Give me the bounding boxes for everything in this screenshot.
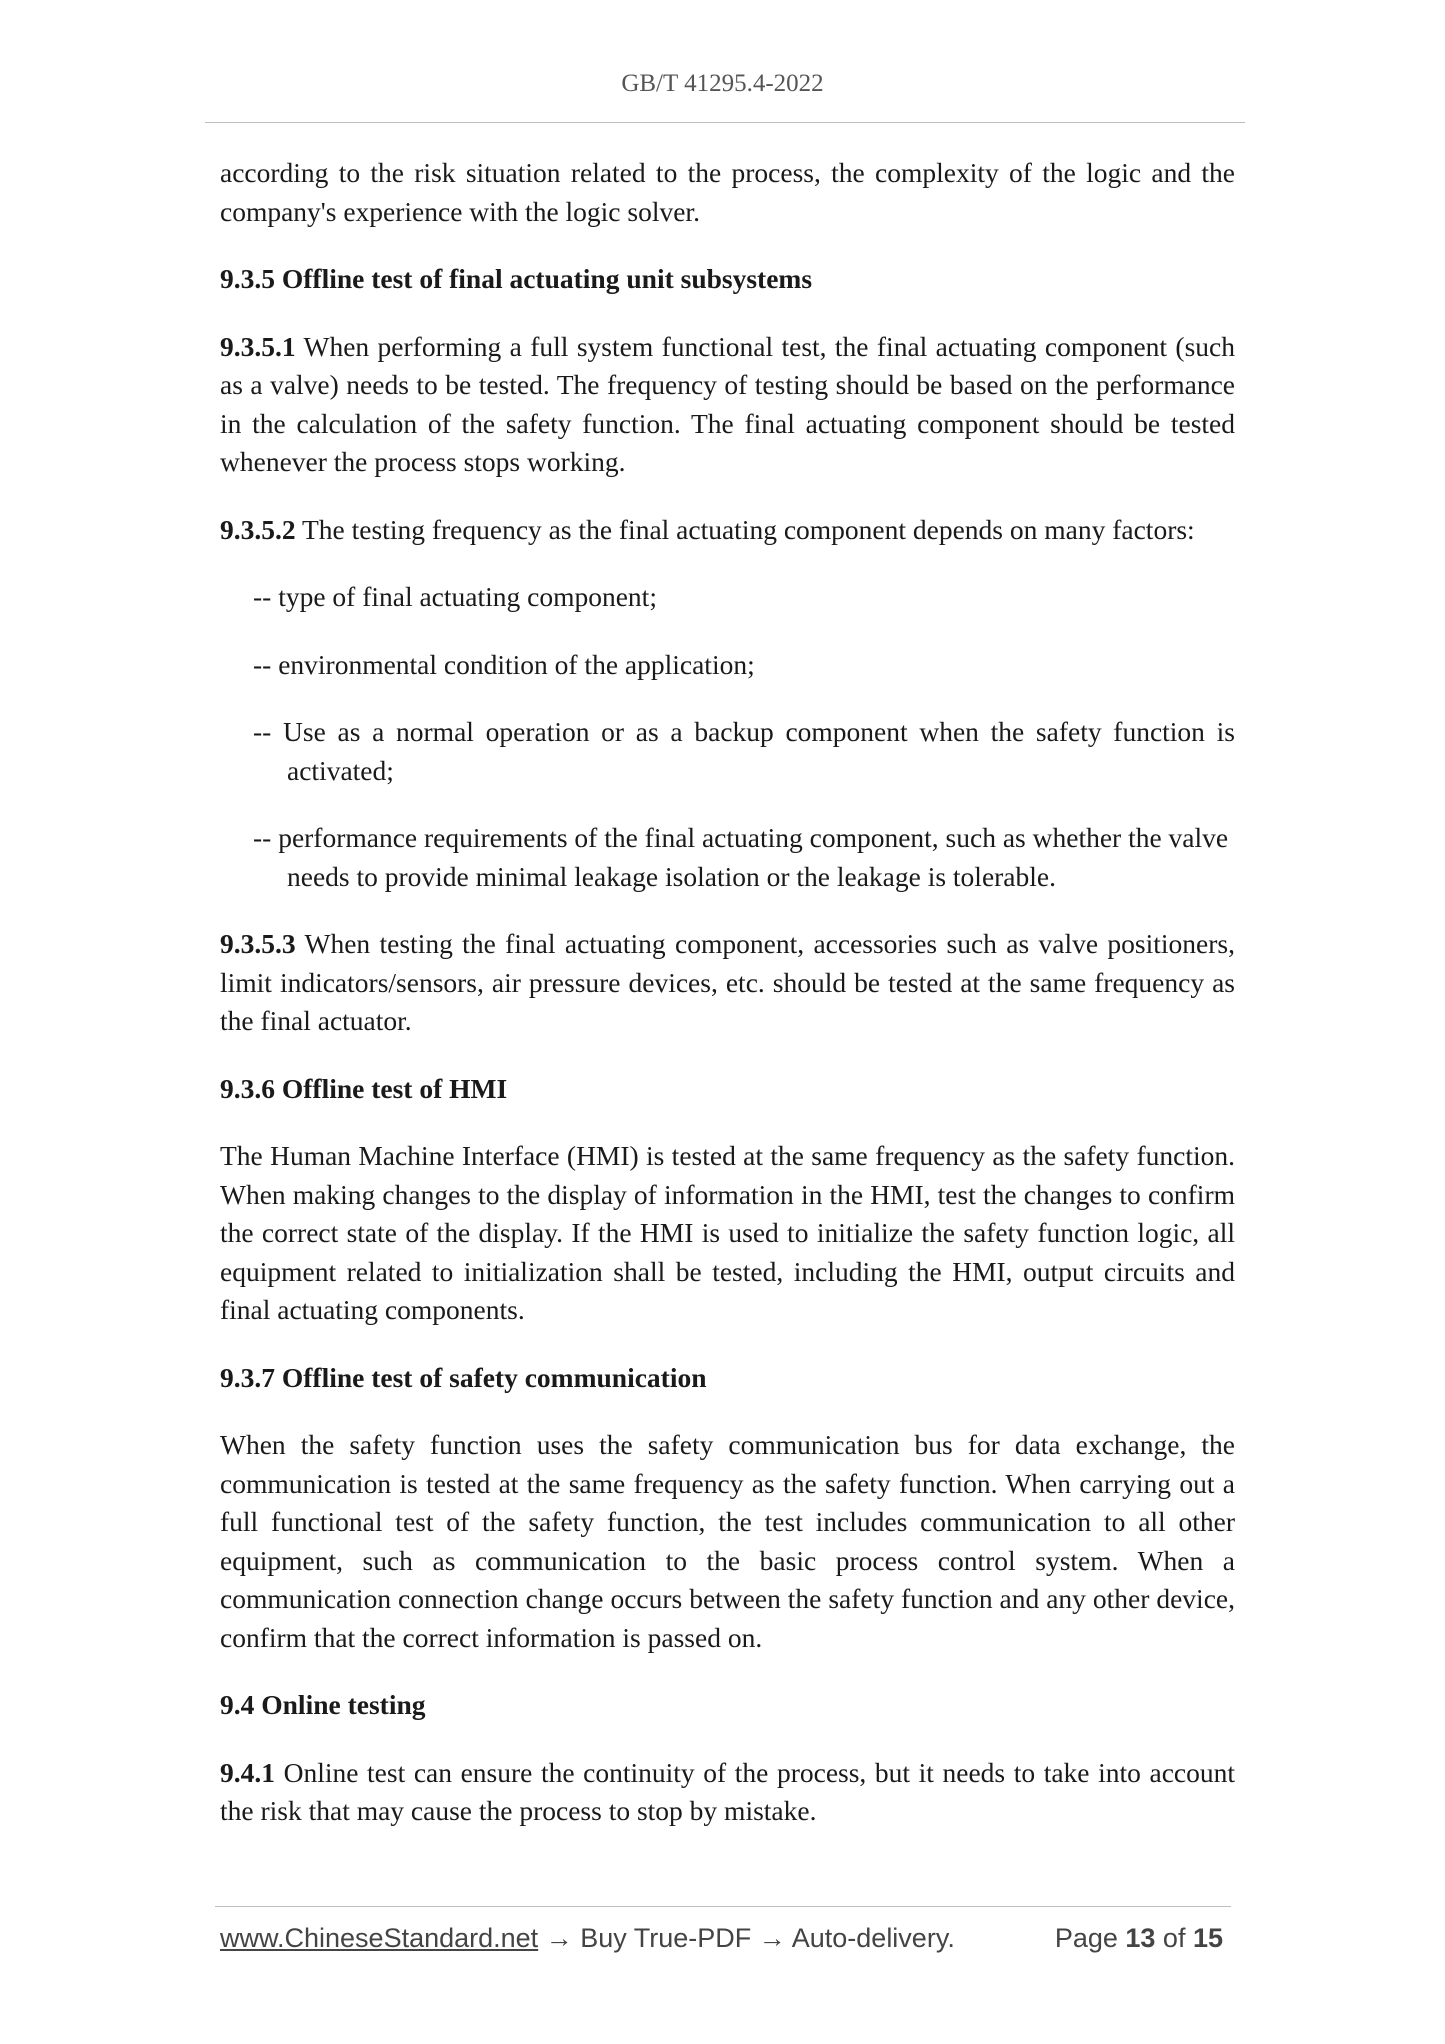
continuation-paragraph: according to the risk situation related to the process, the complexity of the logic and the company's experience with the logic solver. xyxy=(220,157,1235,227)
section-heading-9-3-6: 9.3.6 Offline test of HMI xyxy=(220,1072,508,1104)
list-item: -- environmental condition of the application; xyxy=(253,648,755,680)
clause-number: 9.3.5.3 xyxy=(220,928,296,959)
total-pages-number: 15 xyxy=(1192,1923,1223,1953)
document-body xyxy=(220,154,1235,1860)
section-heading-9-3-5: 9.3.5 Offline test of final actuating unit subsystems xyxy=(220,263,813,294)
clause-9-3-5-2 xyxy=(220,511,1235,550)
website-link[interactable]: www.ChineseStandard.net xyxy=(220,1923,539,1953)
list-item: -- performance requirements of the final actuating component, such as whether the valve needs to provide minimal leakage isolation or the leakage is tolerable. xyxy=(253,822,1229,892)
section-9-3-7-paragraph: When the safety function uses the safety communication bus for data exchange, the communication is tested at the same frequency as the safety function. When carrying out a full functional test of the safety function, the test includes communication to all other equipment, such as communication to the basic process control system. When a communication connection change occurs between the safety function and any other device, confirm that the correct information is passed on. xyxy=(220,1429,1235,1653)
clause-text: The testing frequency as the final actuating component depends on many factors: xyxy=(295,513,1195,545)
current-page-number: 13 xyxy=(1125,1923,1156,1953)
page-footer xyxy=(220,1923,1235,1963)
section-heading-9-4: 9.4 Online testing xyxy=(220,1689,426,1720)
clause-text: Online test can ensure the continuity of the process, but it needs to take into account the risk that may cause the process to stop by mistake. xyxy=(220,1756,1235,1826)
list-item: -- Use as a normal operation or as a backup component when the safety function is activated; xyxy=(253,716,1235,786)
of-label: of xyxy=(1155,1923,1193,1953)
section-heading-9-3-7: 9.3.7 Offline test of safety communication xyxy=(220,1361,707,1393)
clause-text: When performing a full system functional test, the final actuating component (such as a valve) needs to be tested. The frequency of testing should be based on the performance in the calculation of the safety function. The final actuating component should be tested whenever the process stops working. xyxy=(220,330,1235,477)
page-indicator xyxy=(1055,1923,1223,1954)
clause-9-4-1 xyxy=(220,1754,1235,1831)
footer-promo xyxy=(220,1923,955,1954)
page-label: Page xyxy=(1054,1923,1126,1953)
section-9-3-6-paragraph: The Human Machine Interface (HMI) is tested at the same frequency as the safety function. When making changes to the display of information in the HMI, test the changes to confirm the correct state of the display. If the HMI is used to initialize the safety function logic, all equipment related to initialization shall be tested, including the HMI, output circuits and final actuating components. xyxy=(220,1140,1235,1325)
clause-9-3-5-3 xyxy=(220,925,1235,1041)
page-header: GB/T 41295.4-2022 xyxy=(621,70,824,97)
promo-text: → Buy True-PDF → Auto-delivery. xyxy=(538,1923,955,1953)
list-item: -- type of final actuating component; xyxy=(253,581,657,612)
footer-divider xyxy=(215,1906,1231,1907)
clause-number: 9.4.1 xyxy=(220,1756,275,1788)
clause-text: When testing the final actuating component, accessories such as valve positioners, limit indicators/sensors, air pressure devices, etc. should be tested at the same frequency as the final actuator. xyxy=(220,928,1235,1036)
clause-number: 9.3.5.1 xyxy=(220,330,296,362)
header-divider xyxy=(205,122,1245,123)
clause-number: 9.3.5.2 xyxy=(220,513,296,545)
clause-9-3-5-1 xyxy=(220,328,1235,482)
